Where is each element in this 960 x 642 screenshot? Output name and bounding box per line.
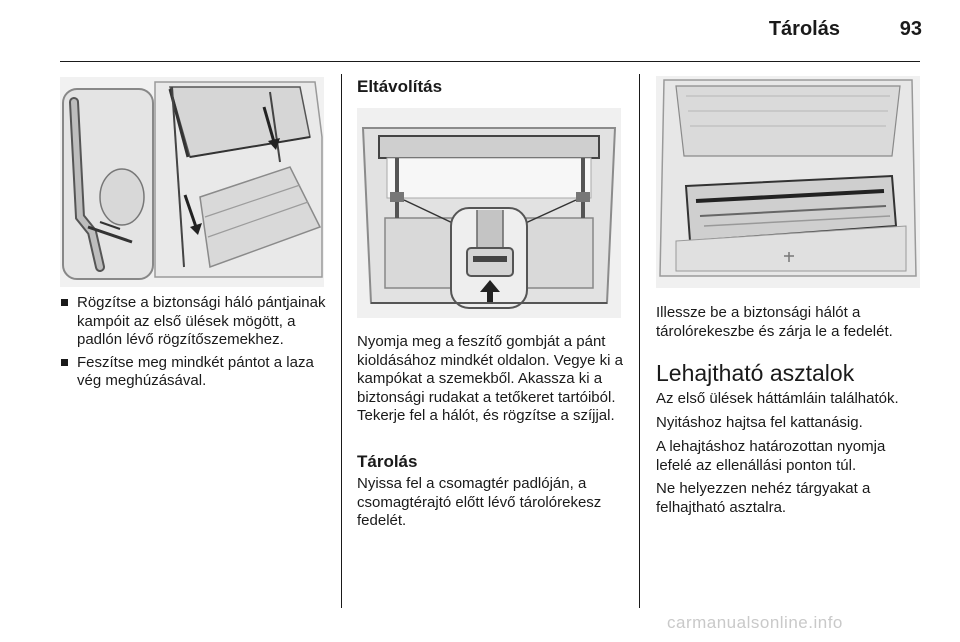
- section-heading-tables: Lehajtható asztalok: [656, 360, 855, 386]
- watermark: carmanualsonline.info: [667, 613, 843, 632]
- bullet-list: [60, 294, 330, 395]
- removal-paragraph: Nyomja meg a feszítő gombját a pánt kioldásához mindkét oldalon. Vegye ki a kampókat a szemekből. Akassza ki a biztonsági rudakat a tetőkeret tartóiból. Tekerje fel a hálót, és rögzítse a szíjjal.: [357, 333, 624, 424]
- tables-line-1: Az első ülések háttámláin találhatók.: [656, 390, 899, 407]
- page-header-title: Tárolás: [768, 18, 840, 40]
- insert-net-paragraph: Illessze be a biztonsági hálót a tárolórekeszbe és zárja le a fedelét.: [656, 304, 893, 340]
- bullet-square-icon: [61, 299, 68, 306]
- column-divider-left: [341, 74, 342, 608]
- tables-line-2: Nyitáshoz hajtsa fel kattanásig.: [656, 414, 863, 431]
- safety-net-hook-illustration-icon: [60, 77, 324, 287]
- page-number: 93: [899, 18, 922, 40]
- net-tensioner-release-illustration-icon: [357, 108, 621, 318]
- bullet-square-icon: [61, 359, 68, 366]
- header-rule: [60, 61, 920, 62]
- tables-line-4: Ne helyezzen nehéz tárgyakat a felhajtható asztalra.: [656, 480, 871, 516]
- column-divider-right: [639, 74, 640, 608]
- section-heading-removal: Eltávolítás: [357, 77, 443, 96]
- storage-compartment-illustration-icon: [656, 76, 920, 288]
- section-heading-storage: Tárolás: [357, 452, 418, 471]
- tables-line-3: A lehajtáshoz határozottan nyomja lefelé az ellenállási ponton túl.: [656, 438, 886, 474]
- list-item: Feszítse meg mindkét pántot a laza vég meghúzásával.: [60, 354, 330, 391]
- storage-paragraph: Nyissa fel a csomagtér padlóján, a csomagtérajtó előtt lévő tárolórekesz fedelét.: [357, 475, 602, 529]
- list-item: Rögzítse a biztonsági háló pántjainak kampóit az első ülések mögött, a padlón lévő rögzítőszemekhez.: [60, 294, 330, 350]
